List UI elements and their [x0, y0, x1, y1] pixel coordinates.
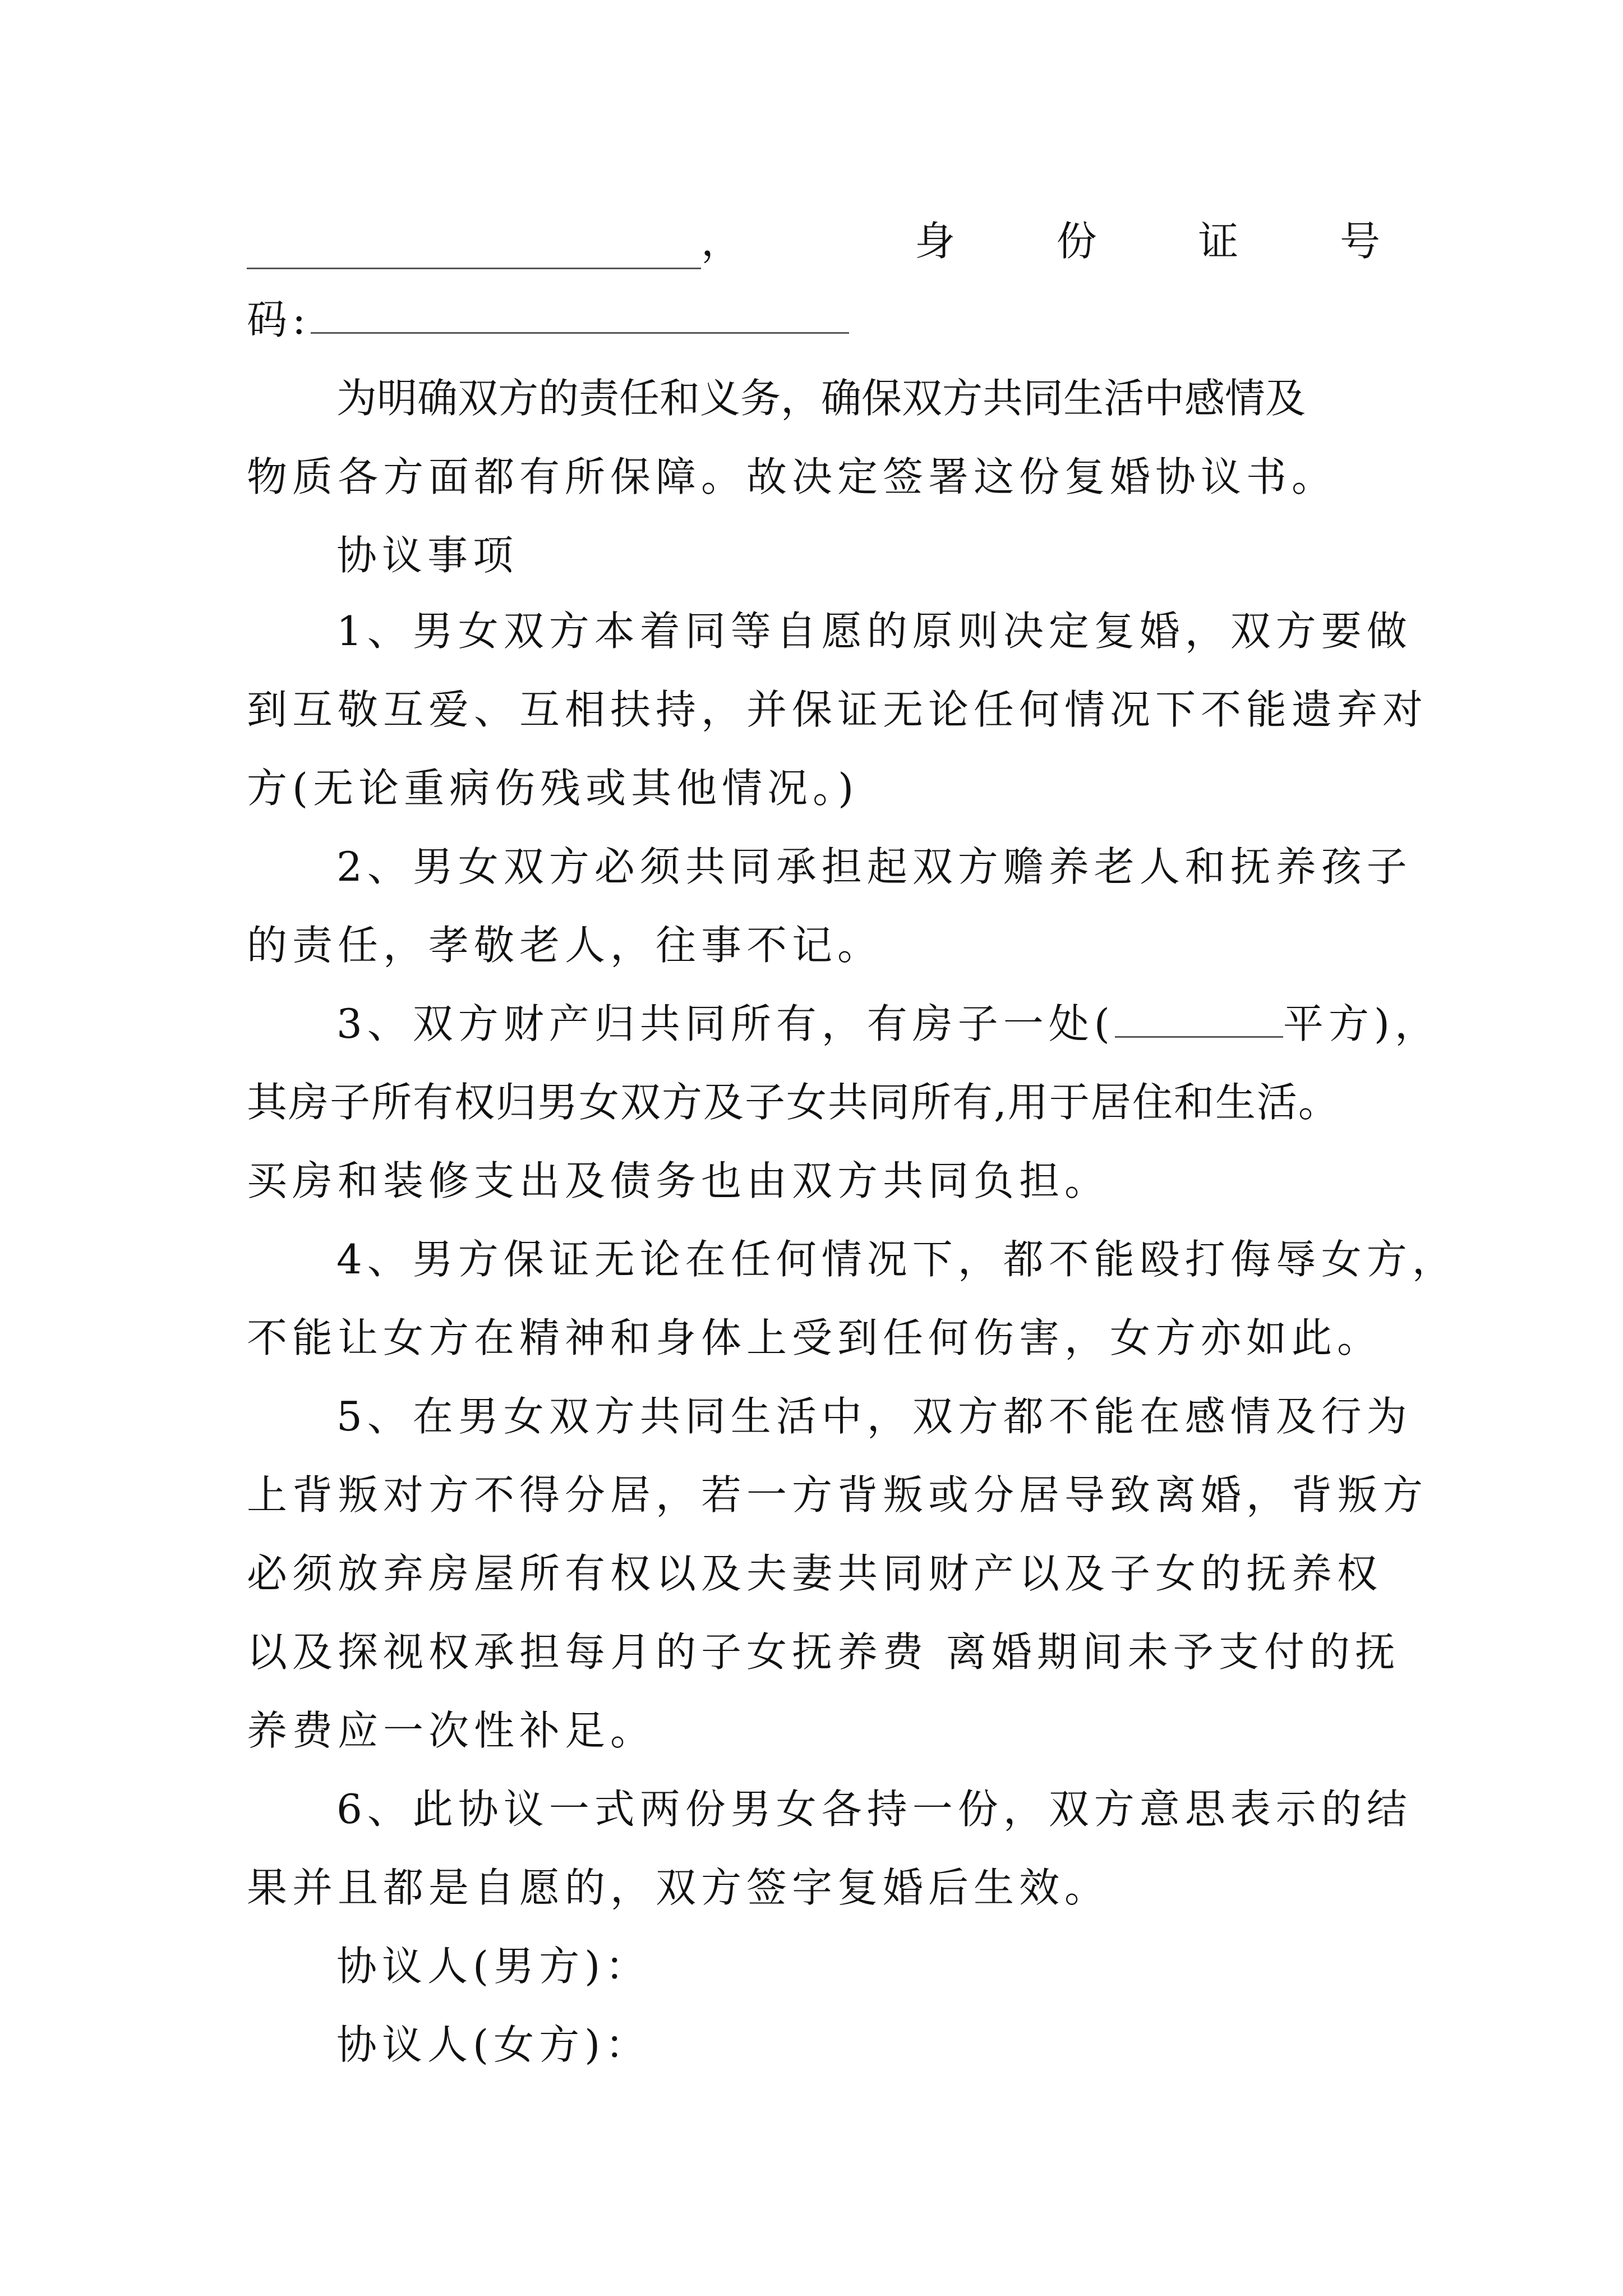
id-char: 号 — [1339, 218, 1385, 265]
item-5-line: 以及探视权承担每月的子女抚养费 离婚期间未予支付的抚 — [247, 1628, 1400, 1676]
section-heading: 协议事项 — [336, 532, 519, 579]
id-label-spread — [915, 213, 1385, 269]
item-5-line: 养费应一次性补足。 — [247, 1707, 656, 1754]
item-2-line: 的责任，孝敬老人，往事不记。 — [247, 922, 883, 969]
id-code-prefix: 码: — [247, 296, 311, 343]
id-code-line — [247, 292, 1385, 348]
item-3-line — [247, 996, 1440, 1052]
item-4-line: 4、男方保证无论在任何情况下，都不能殴打侮辱女方， — [336, 1236, 1458, 1283]
item-6-line: 6、此协议一式两份男女各持一份，双方意思表示的结 — [336, 1786, 1412, 1833]
area-blank — [1115, 1001, 1283, 1038]
id-char: 证 — [1198, 218, 1244, 265]
item-2-line: 2、男女双方必须共同承担起双方赡养老人和抚养孩子 — [336, 843, 1412, 890]
item-3-line: 买房和装修支出及债务也由双方共同负担。 — [247, 1157, 1110, 1204]
item-5-line: 上背叛对方不得分居，若一方背叛或分居导致离婚，背叛方 — [247, 1471, 1428, 1519]
id-char: 份 — [1056, 218, 1102, 265]
item-1-line: 到互敬互爱、互相扶持，并保证无论任何情况下不能遗弃对 — [247, 686, 1428, 733]
item-1-line: 1、男女双方本着同等自愿的原则决定复婚，双方要做 — [336, 608, 1412, 655]
id-number-blank — [311, 297, 849, 334]
item-6-line: 果并且都是自愿的，双方签字复婚后生效。 — [247, 1864, 1110, 1911]
id-comma: ， — [701, 218, 747, 265]
intro-line: 物质各方面都有所保障。故决定签署这份复婚协议书。 — [247, 453, 1338, 500]
item-3-unit: 平方)， — [1283, 1000, 1440, 1047]
intro-line: 为明确双方的责任和义务，确保双方共同生活中感情及 — [336, 375, 1306, 422]
item-4-line: 不能让女方在精神和身体上受到任何伤害，女方亦如此。 — [247, 1314, 1383, 1361]
name-blank — [247, 233, 701, 269]
id-char: 身 — [915, 218, 961, 265]
id-number-line — [247, 213, 1385, 269]
item-5-line: 5、在男女双方共同生活中，双方都不能在感情及行为 — [336, 1393, 1412, 1440]
item-3-text: 3、双方财产归共同所有，有房子一处( — [336, 1000, 1115, 1047]
signature-female: 协议人(女方)： — [336, 2021, 651, 2068]
item-3-line: 其房子所有权归男女双方及子女共同所有,用于居住和生活。 — [247, 1079, 1340, 1126]
item-1-line: 方(无论重病伤残或其他情况。) — [247, 765, 859, 812]
item-5-line: 必须放弃房屋所有权以及夫妻共同财产以及子女的抚养权 — [247, 1550, 1383, 1597]
signature-male: 协议人(男方)： — [336, 1943, 651, 1990]
